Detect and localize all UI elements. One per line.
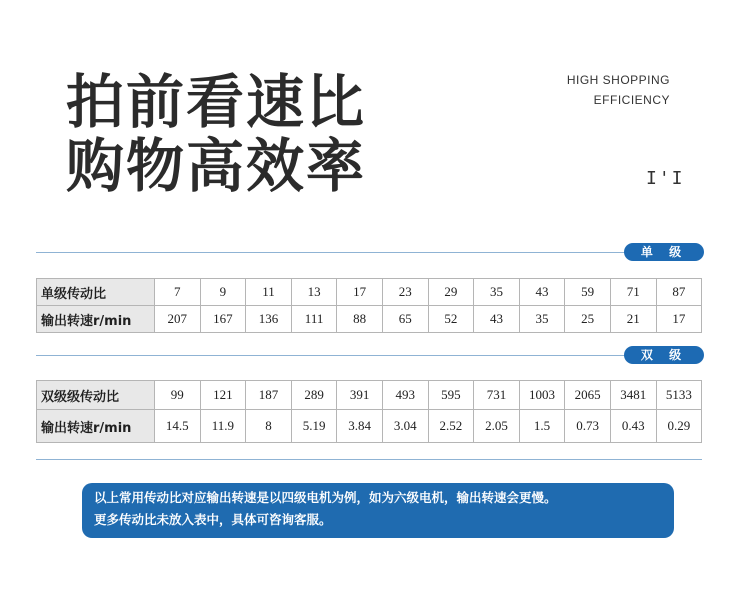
- speed-cell: 11.9: [200, 410, 246, 443]
- table-row: [37, 410, 702, 443]
- bottom-rule: [36, 459, 702, 460]
- ratio-cell: 17: [337, 279, 383, 306]
- speed-cell: 43: [474, 306, 520, 333]
- tagline: [567, 70, 670, 110]
- headline-line-1: 拍前看速比: [66, 68, 367, 136]
- decorative-glyph: I'I: [646, 168, 685, 189]
- speed-cell: 2.52: [428, 410, 474, 443]
- ratio-cell: 493: [382, 381, 428, 410]
- note-line-1: 以上常用传动比对应输出转速是以四级电机为例，如为六级电机，输出转速会更慢。: [94, 490, 557, 505]
- ratio-cell: 99: [155, 381, 201, 410]
- table-row: [37, 306, 702, 333]
- ratio-cell: 59: [565, 279, 611, 306]
- ratio-cell: 43: [519, 279, 565, 306]
- ratio-cell: 121: [200, 381, 246, 410]
- speed-cell: 25: [565, 306, 611, 333]
- speed-cell: 111: [291, 306, 337, 333]
- ratio-cell: 2065: [565, 381, 611, 410]
- ratio-cell: 391: [337, 381, 383, 410]
- speed-cell: 167: [200, 306, 246, 333]
- ratio-cell: 71: [610, 279, 656, 306]
- ratio-cell: 595: [428, 381, 474, 410]
- table-row: [37, 279, 702, 306]
- ratio-cell: 87: [656, 279, 702, 306]
- speed-cell: 21: [610, 306, 656, 333]
- ratio-cell: 9: [200, 279, 246, 306]
- ratio-cell: 11: [246, 279, 292, 306]
- ratio-cell: 13: [291, 279, 337, 306]
- ratio-cell: 29: [428, 279, 474, 306]
- speed-cell: 2.05: [474, 410, 520, 443]
- speed-cell: 0.29: [656, 410, 702, 443]
- row-header-speed: 输出转速r/min: [37, 410, 155, 443]
- row-header-ratio: 双级级传动比: [37, 381, 155, 410]
- ratio-cell: 731: [474, 381, 520, 410]
- section-label-single: 单 级: [624, 243, 704, 261]
- section-rule-double: [36, 355, 626, 356]
- ratio-cell: 1003: [519, 381, 565, 410]
- speed-cell: 3.04: [382, 410, 428, 443]
- speed-cell: 65: [382, 306, 428, 333]
- speed-cell: 1.5: [519, 410, 565, 443]
- tagline-line-2: EFFICIENCY: [593, 93, 670, 107]
- row-header-speed: 输出转速r/min: [37, 306, 155, 333]
- note-line-2: 更多传动比未放入表中，具体可咨询客服。: [94, 512, 332, 527]
- double-stage-table: [36, 380, 702, 443]
- ratio-cell: 23: [382, 279, 428, 306]
- speed-cell: 0.73: [565, 410, 611, 443]
- speed-cell: 3.84: [337, 410, 383, 443]
- table-row: [37, 381, 702, 410]
- ratio-cell: 5133: [656, 381, 702, 410]
- speed-cell: 14.5: [155, 410, 201, 443]
- tagline-line-1: HIGH SHOPPING: [566, 73, 670, 87]
- ratio-cell: 3481: [610, 381, 656, 410]
- headline-line-2: 购物高效率: [66, 132, 367, 200]
- ratio-cell: 187: [246, 381, 292, 410]
- row-header-ratio: 单级传动比: [37, 279, 155, 306]
- section-rule-single: [36, 252, 626, 253]
- speed-cell: 52: [428, 306, 474, 333]
- speed-cell: 88: [337, 306, 383, 333]
- ratio-cell: 35: [474, 279, 520, 306]
- speed-cell: 207: [155, 306, 201, 333]
- speed-cell: 136: [246, 306, 292, 333]
- section-label-double: 双 级: [624, 346, 704, 364]
- single-stage-table: [36, 278, 702, 333]
- speed-cell: 17: [656, 306, 702, 333]
- speed-cell: 5.19: [291, 410, 337, 443]
- speed-cell: 0.43: [610, 410, 656, 443]
- speed-cell: 8: [246, 410, 292, 443]
- ratio-cell: 289: [291, 381, 337, 410]
- info-note: [82, 483, 674, 538]
- ratio-cell: 7: [155, 279, 201, 306]
- headline: [66, 70, 366, 198]
- speed-cell: 35: [519, 306, 565, 333]
